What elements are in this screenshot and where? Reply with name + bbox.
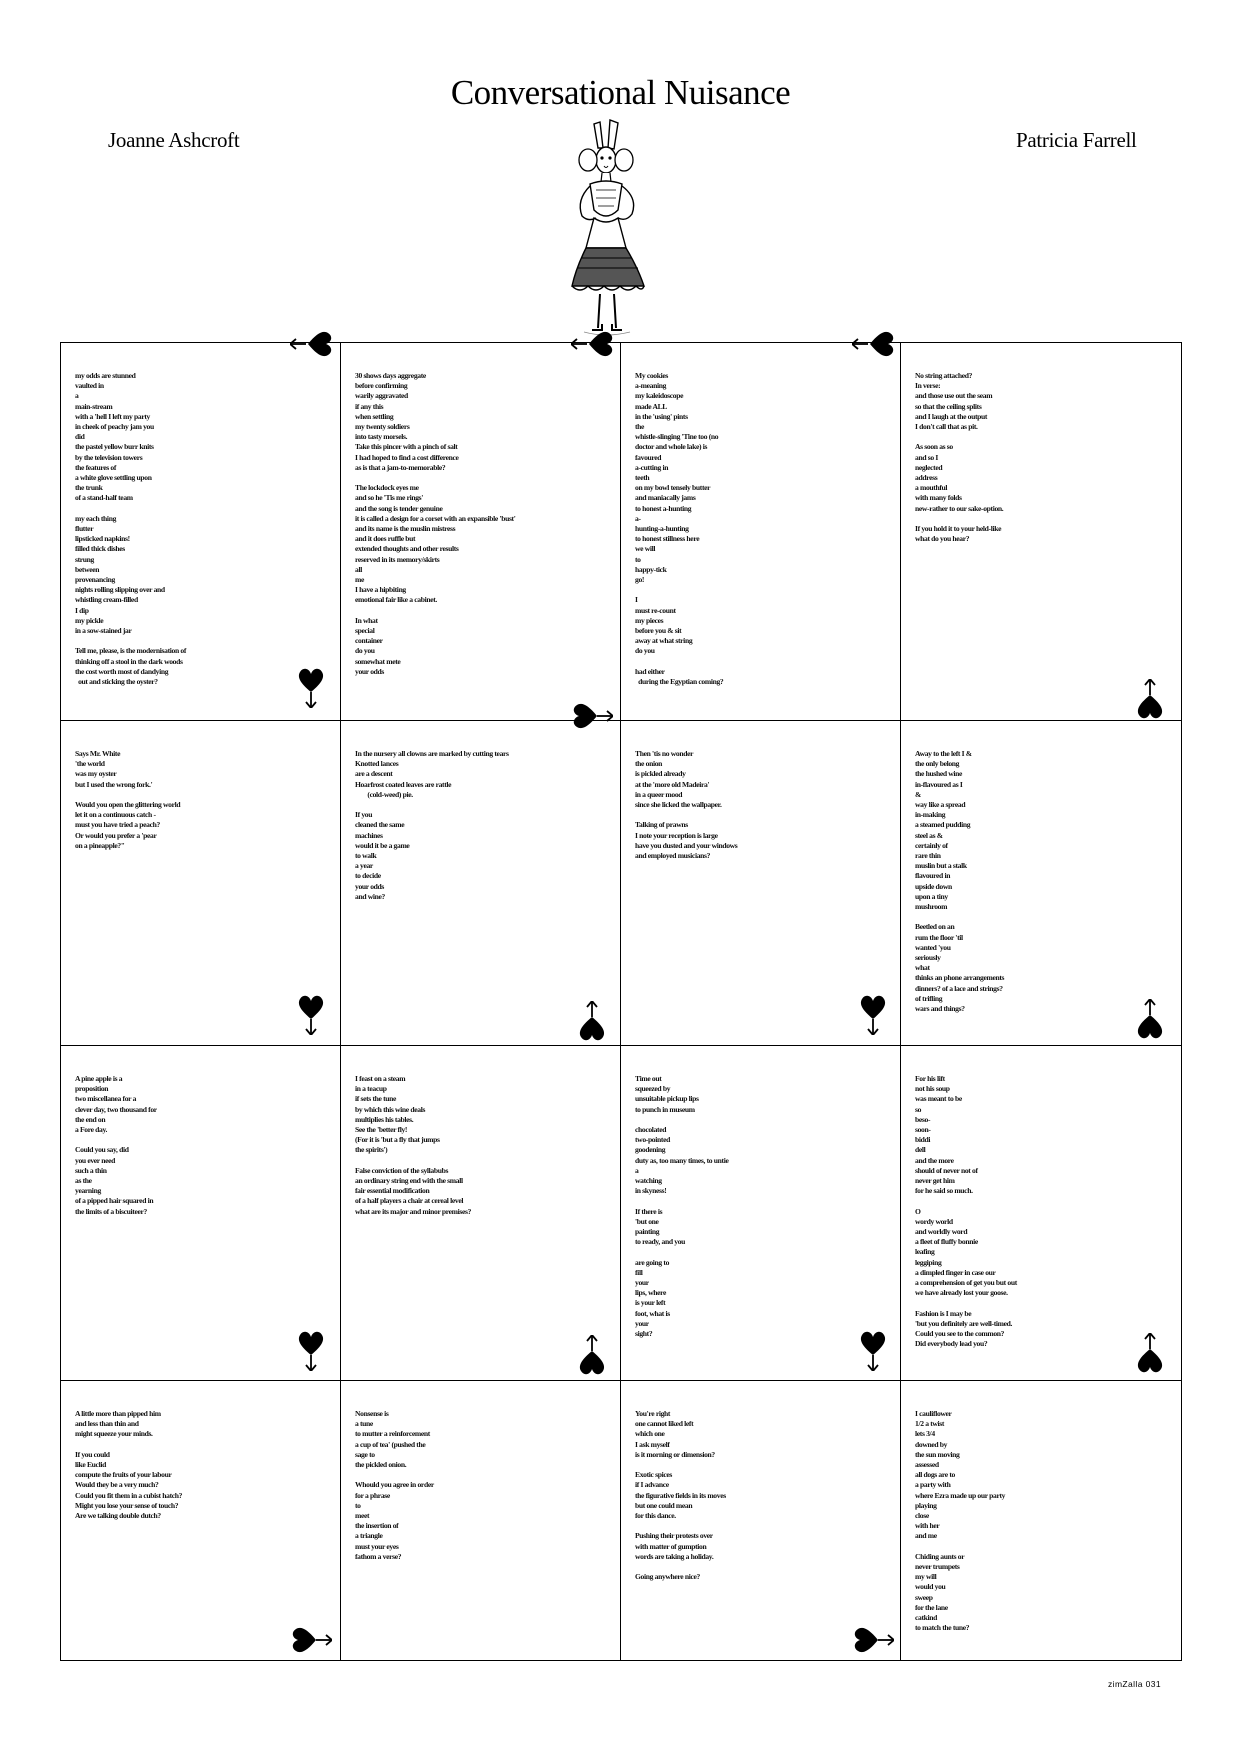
poem-text: For his lift not his soup was meant to be so beso- soon- biddi dell and the more should of never not of never get him for he said so much. O wordy world and worldly word a fleet of fluffy bonnie leafing leggiping a dimpled finger in case our a comprehension of get you but out we have already lost your goose. Fashion is I may be 'but you definitely are well-timed. Could you see to the common? Did everybody lead you? [915,1074,1017,1349]
heart-arrow-icon [571,701,613,731]
footer-imprint: zimZalla 031 [1108,1679,1161,1689]
poem-text: A pine apple is a proposition two miscellanea for a clever day, two thousand for the end on a Fore day. Could you say, did you ever need such a thin as the yearning of a pipped hair squared in the limits of a biscuiteer? [75,1074,157,1216]
author-left: Joanne Ashcroft [108,128,240,152]
heart-arrow-icon [290,329,332,359]
heart-arrow-icon [296,993,326,1035]
heart-arrow-icon [571,329,613,359]
poem-cell [621,343,901,721]
page-title: Conversational Nuisance [450,73,791,112]
poem-text: Nonsense is a tune to mutter a reinforcement a cup of tea' (pushed the sage to the pickled onion. Whould you agree in order for a phrase to meet the insertion of a triangle must your eyes fathom a verse? [355,1409,434,1561]
heart-arrow-icon [858,993,888,1035]
heart-arrow-icon [296,666,326,708]
heart-arrow-icon [290,1625,332,1655]
poem-text: No string attached? In verse: and those use out the seam so that the ceiling splits and I laugh at the output I don't call that as pit. As soon as so and so I neglected address a mouthful with many folds new-rather to our sake-option. If you hold it to your held-like what do you hear? [915,371,1004,544]
poem-text: Says Mr. White 'the world was my oyster but I used the wrong fork.' Would you open the glittering world let it on a continuous catch - must you have tried a peach? Or would you prefer a 'pear on a pineapple?" [75,749,181,850]
poem-cell [341,1381,621,1660]
heart-arrow-icon [858,1329,888,1371]
poem-cell [621,1381,901,1660]
poem-text: my odds are stunned vaulted in a main-stream with a 'hell I left my party in cheek of peachy jam you did the pastel yellow burr knits by the television towers the features of a white glove settling upon the trunk of a stand-half team my each thing flutter lipsticked napkins! filled thick dishes strung between provenancing nights rolling slipping over and whistling cream-filled I dip my pickle in a sow-stained jar Tell me, please, is the modernisation of thinking off a stool in the dark woods the cost worth most of dandying out and sticking the oyster? [75,371,187,687]
poem-text: In the nursery all clowns are marked by cutting tears Knotted lances are a descent Hoarfrost coated leaves are rattle (cold-weed) pie. If you cleaned the same machines would it be a game to walk a year to decide your odds and wine? [355,749,509,901]
heart-arrow-icon [852,1625,894,1655]
poem-cell [901,1381,1181,1660]
heart-arrow-icon [296,1329,326,1371]
poem-text: My cookies a-meaning my kaleidoscope made ALL in the 'using' pints the whistle-slinging 'Tine too (no doctor and whole lake) is favoured a-cutting in teeth on my bowl tensely butter and maniacally jams to honest a-hunting a- hunting-a-hunting to honest stillness here we will to happy-tick go! I must re-count my pieces before you & sit away at what string do you had either during the Egyptian coming? [635,371,724,687]
hare-woman-illustration [558,118,658,343]
poem-cell [61,1381,341,1660]
heart-arrow-icon [1135,679,1165,721]
heart-arrow-icon [1135,1333,1165,1375]
heart-arrow-icon [852,329,894,359]
heart-arrow-icon [577,1335,607,1377]
heart-arrow-icon [1135,999,1165,1041]
poem-text: Then 'tis no wonder the onion is pickled already at the 'more old Madeira' in a queer mood since she licked the wallpaper. Talking of prawns I note your reception is large have you dusted and your windows and employed musicians? [635,749,738,861]
poem-text: I feast on a steam in a teacup if sets the tune by which this wine deals multiplies his tables. See the 'better fly! (For it is 'but a fly that jumps the spirits') False conviction of the syllabubs an ordinary string end with the small fair essential modification of a half players a chair at cereal level what are its major and minor premises? [355,1074,472,1216]
poem-cell [341,343,621,721]
poem-text: Time out squeezed by unsuitable pickup lips to punch in museum chocolated two-pointed goodening duty as, too many times, to untie a watching in skyness! If there is 'but one painting to ready, and you are going to fill your lips, where is your left foot, what is your sight? [635,1074,729,1339]
poem-text: A little more than pipped him and less than thin and might squeeze your minds. If you could like Euclid compute the fruits of your labour Would they be a very much? Could you fit them in a cubist hatch? Might you lose your sense of touch? Are we talking double dutch? [75,1409,183,1521]
poem-cell [901,1046,1181,1381]
poem-cell [901,721,1181,1046]
poem-text: Away to the left I & the only belong the hushed wine in-flavoured as I & way like a spread in-making a steamed pudding steel as & certainly of rare thin muslin but a stalk flavoured in upside down upon a tiny mushroom Beetled on an rum the floor 'til wanted 'you seriously what thinks an phone arrangements dinners? of a lace and strings? of trifling wars and things? [915,749,1005,1014]
author-right: Patricia Farrell [1016,128,1137,152]
poem-cell [341,1046,621,1381]
poem-cell [341,721,621,1046]
poem-grid [60,342,1182,1661]
heart-arrow-icon [577,1001,607,1043]
poem-text: I cauliflower 1/2 a twist lets 3/4 downed by the sun moving assessed all dogs are to a party with where Ezra made up our party playing close with her and me Chiding aunts or never trumpets my will would you sweep for the lane catkind to match the tune? [915,1409,1006,1633]
poem-cell [61,343,341,721]
poem-cell [901,343,1181,721]
poem-text: You're right one cannot liked left which one I ask myself is it morning or dimension? Exotic spices if I advance the figurative fields in its moves but one could mean for this dance. Pushing their protests over with matter of gumption words are taking a holiday. Going anywhere nice? [635,1409,726,1582]
poem-text: 30 shows days aggregate before confirming warily aggravated if any this when settling my twenty soldiers into tasty morsels. Take this pincer with a pinch of salt I had hoped to find a cost difference as is that a jam-to-memorable? The lockdock eyes me and so he 'Tis me rings' and the song is tender genuine it is called a design for a corset with an expansible 'bust' and its name is the muslin mistress and it does ruffle but extended thoughts and other results reserved in its memory/skirts all me I have a hipbiting emotional fair like a cabinet. In what special container do you somewhat mete your odds [355,371,516,676]
